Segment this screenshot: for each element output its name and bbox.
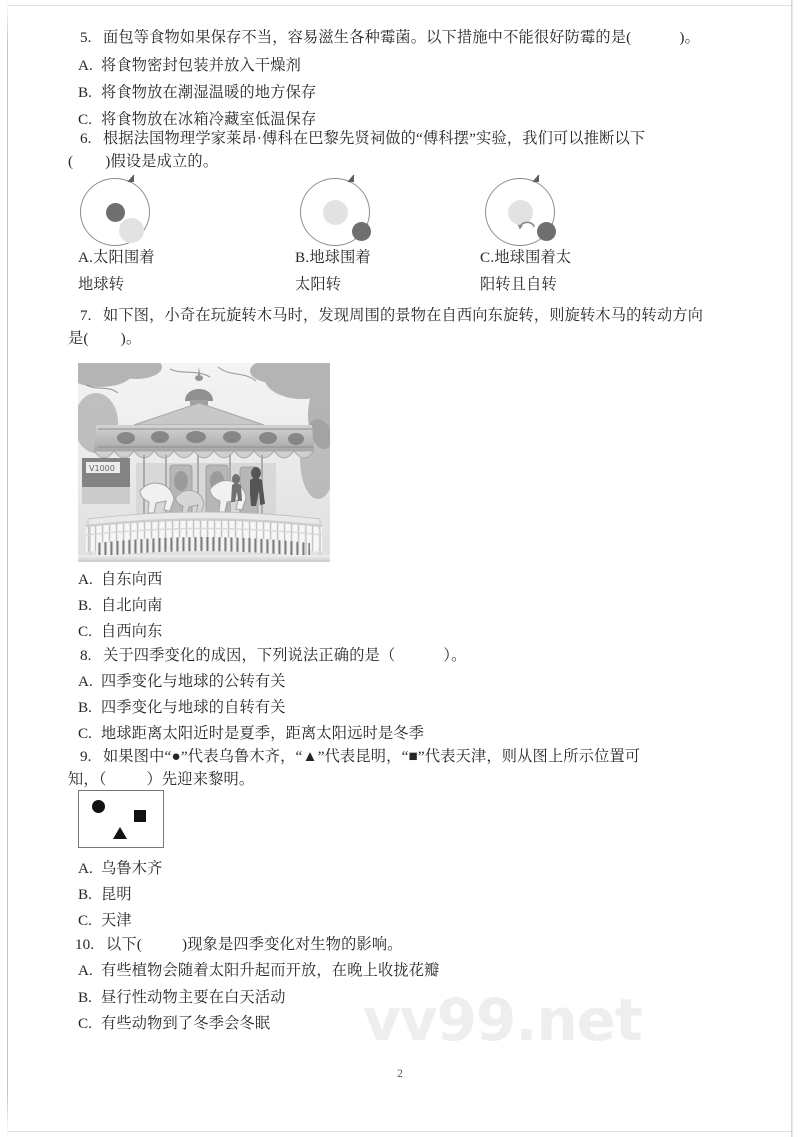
orbit-direction-arrow-icon-b [346, 173, 362, 189]
page-edge-bottom [8, 1131, 792, 1132]
question-9-stem-line2: 知，（ ）先迎来黎明。 [68, 771, 255, 788]
question-9-option-a-text[interactable]: 乌鲁木齐 [101, 860, 163, 877]
question-10-option-a-marker: A. [78, 962, 93, 979]
question-7-option-a-marker: A. [78, 571, 93, 588]
sun-body-a [119, 218, 144, 243]
question-9-number: 9. [80, 748, 92, 765]
question-5-option-b-text[interactable]: 将食物放在潮湿温暖的地方保存 [101, 84, 317, 101]
self-rotation-arrow-icon-c [516, 216, 538, 234]
earth-body-b [352, 222, 371, 241]
question-6-option-a-label-line2: 地球转 [78, 276, 125, 293]
question-7-number: 7. [80, 307, 92, 324]
question-6-diagram-a[interactable] [78, 176, 160, 248]
question-6-diagram-c[interactable] [483, 176, 565, 248]
question-5-option-a-marker: A. [78, 57, 93, 74]
question-6-diagram-b[interactable] [298, 176, 380, 248]
svg-text:V1000: V1000 [89, 464, 115, 473]
question-8-option-a-text[interactable]: 四季变化与地球的公转有关 [101, 673, 286, 690]
question-6-option-a-label-line1: A.太阳围着 [78, 249, 155, 266]
question-9-option-c-text[interactable]: 天津 [101, 912, 132, 929]
question-5-number: 5. [80, 29, 92, 46]
question-5-option-b-marker: B. [78, 84, 92, 101]
sun-body-b [323, 200, 348, 225]
question-8-option-a-marker: A. [78, 673, 93, 690]
question-5-option-c-text[interactable]: 将食物放在冰箱冷藏室低温保存 [101, 111, 317, 128]
question-6-option-b-label-line2: 太阳转 [295, 276, 342, 293]
question-8-number: 8. [80, 647, 92, 664]
question-10-number: 10. [75, 936, 94, 953]
page-edge-left [7, 0, 8, 1137]
question-9-map-diagram[interactable] [78, 790, 164, 848]
map-marker-tianjin-square-icon [134, 810, 146, 822]
question-6-stem-line1: 根据法国物理学家莱昂·傅科在巴黎先贤祠做的“傅科摆”实验，我们可以推断以下 [103, 130, 646, 147]
question-9-option-b-marker: B. [78, 886, 92, 903]
question-9-option-b-text[interactable]: 昆明 [101, 886, 132, 903]
question-5-stem: 面包等食物如果保存不当，容易滋生各种霉菌。以下措施中不能很好防霉的是( )。 [103, 29, 701, 46]
question-7-stem-line2: 是( )。 [68, 330, 142, 347]
earth-body-c [537, 222, 556, 241]
question-7-option-b-text[interactable]: 自北向南 [101, 597, 163, 614]
question-10-option-b-marker: B. [78, 989, 92, 1006]
question-6-stem-line2: ( )假设是成立的。 [68, 153, 219, 170]
orbit-direction-arrow-icon-a [126, 173, 142, 189]
question-7-option-a-text[interactable]: 自东向西 [101, 571, 163, 588]
orbit-direction-arrow-icon-c [531, 173, 547, 189]
question-7-option-c-text[interactable]: 自西向东 [101, 623, 163, 640]
question-10-option-a-text[interactable]: 有些植物会随着太阳升起而开放，在晚上收拢花瓣 [101, 962, 440, 979]
question-8-option-b-text[interactable]: 四季变化与地球的自转有关 [101, 699, 286, 716]
site-watermark: vv99.net [363, 986, 642, 1054]
question-6-option-c-label-line1: C.地球围着太 [480, 249, 572, 266]
page-edge-right [791, 0, 793, 1137]
question-6-option-b-label-line1: B.地球围着 [295, 249, 371, 266]
question-7-stem-line1: 如下图，小奇在玩旋转木马时，发现周围的景物在自西向东旋转，则旋转木马的转动方向 [103, 307, 704, 324]
carousel-photo [78, 363, 330, 562]
question-9-stem-line1: 如果图中“●”代表乌鲁木齐，“▲”代表昆明，“■”代表天津，则从图上所示位置可 [103, 748, 641, 765]
question-8-option-b-marker: B. [78, 699, 92, 716]
question-9-option-a-marker: A. [78, 860, 93, 877]
earth-body-a [106, 203, 125, 222]
question-10-option-c-marker: C. [78, 1015, 92, 1032]
map-marker-urumqi-circle-icon [92, 800, 105, 813]
question-8-stem: 关于四季变化的成因，下列说法正确的是（ ）。 [103, 647, 467, 664]
question-5-option-c-marker: C. [78, 111, 92, 128]
question-8-option-c-text[interactable]: 地球距离太阳近时是夏季，距离太阳远时是冬季 [101, 725, 425, 742]
question-10-stem: 以下( )现象是四季变化对生物的影响。 [106, 936, 403, 953]
question-10-option-b-text[interactable]: 昼行性动物主要在白天活动 [101, 989, 286, 1006]
question-10-option-c-text[interactable]: 有些动物到了冬季会冬眠 [101, 1015, 271, 1032]
question-6-option-c-label-line2: 阳转且自转 [480, 276, 557, 293]
page-number: 2 [397, 1068, 403, 1080]
question-7-option-c-marker: C. [78, 623, 92, 640]
map-marker-kunming-triangle-icon [113, 827, 127, 839]
carousel-photo-svg [78, 363, 330, 562]
question-6-number: 6. [80, 130, 92, 147]
question-9-option-c-marker: C. [78, 912, 92, 929]
question-7-option-b-marker: B. [78, 597, 92, 614]
page-edge-top [8, 5, 792, 6]
question-5-option-a-text[interactable]: 将食物密封包装并放入干燥剂 [101, 57, 302, 74]
question-8-option-c-marker: C. [78, 725, 92, 742]
